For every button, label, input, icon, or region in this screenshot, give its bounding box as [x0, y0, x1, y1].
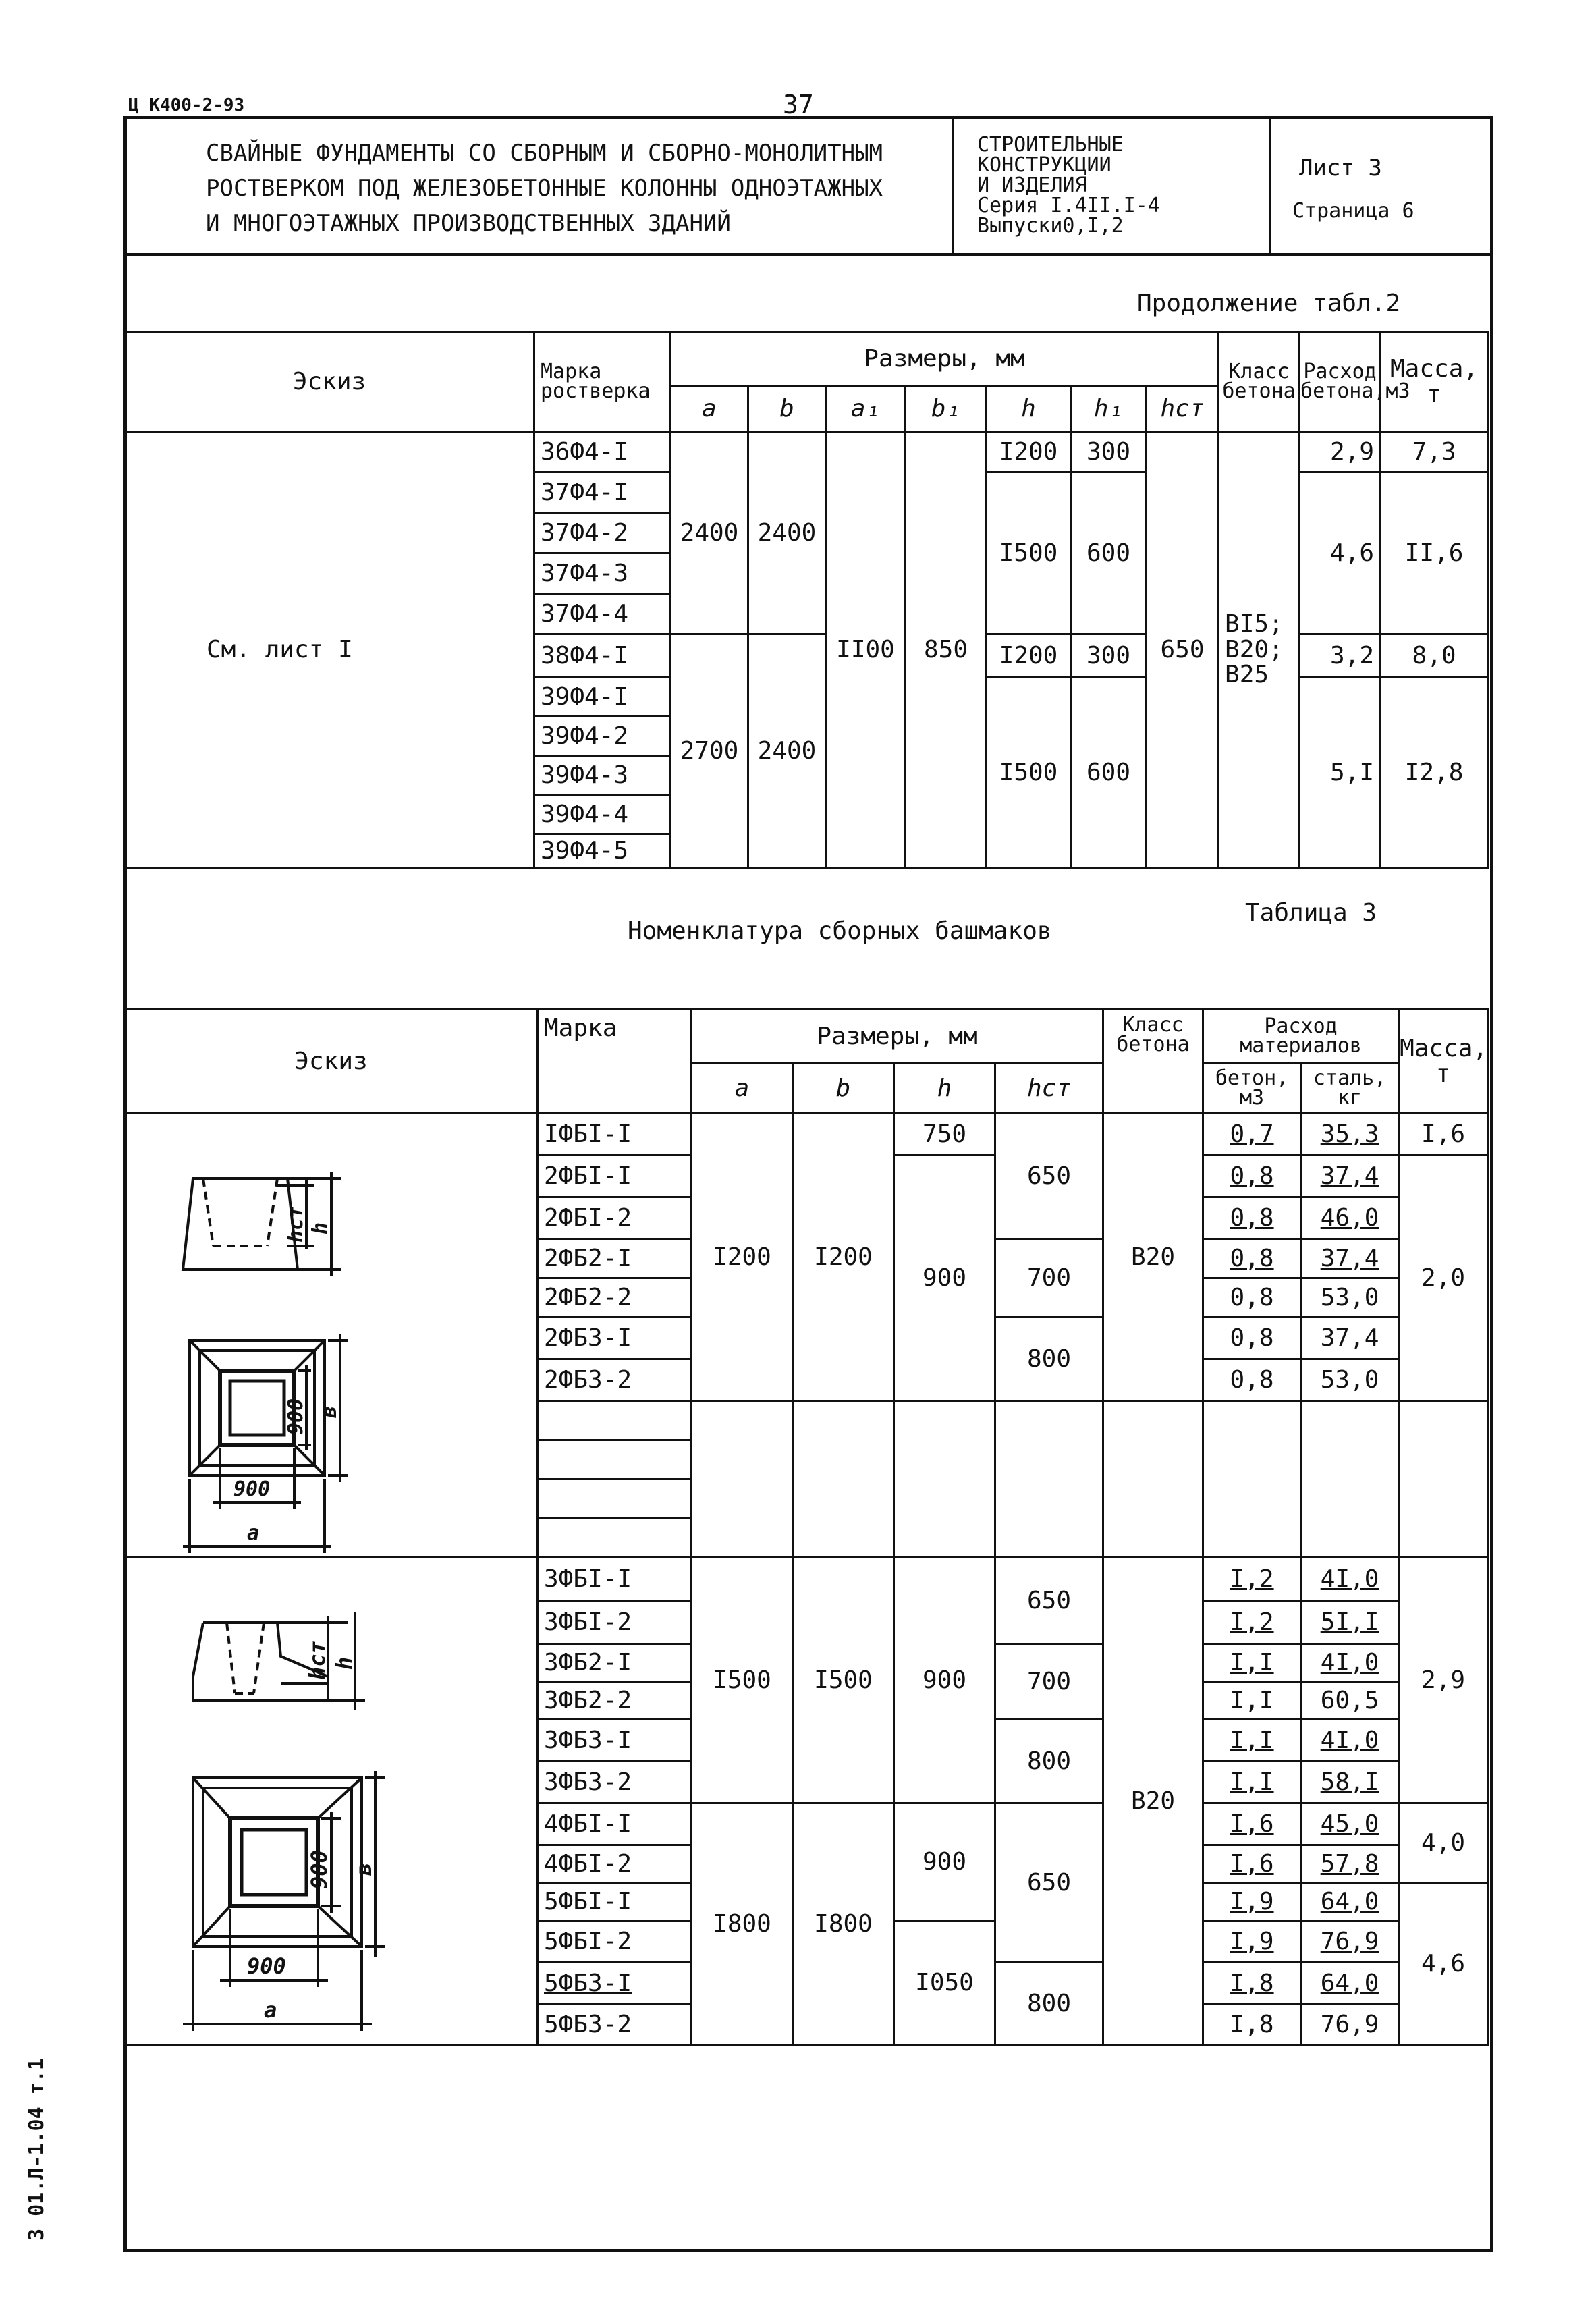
t2-mark: 39Ф4-4 — [534, 795, 671, 834]
t3-h: 900 — [894, 1803, 995, 1921]
t3-mark: 3ФБ3-I — [538, 1720, 692, 1762]
t2-mark: 37Ф4-I — [534, 472, 671, 513]
t2-hst: 650 — [1147, 432, 1219, 868]
t3-steel-value: 4I,0 — [1320, 1726, 1379, 1754]
t2-header-b: b — [748, 386, 826, 432]
t2-a: 2400 — [671, 432, 748, 634]
t3-steel-value: 4I,0 — [1320, 1648, 1379, 1677]
table3 — [123, 1008, 1489, 2046]
t2-consumption: 5,I — [1300, 678, 1381, 868]
t2-a1: II00 — [826, 432, 906, 868]
t3-empty-cell — [1399, 1401, 1488, 1558]
t3-hst: 650 — [995, 1803, 1103, 1963]
t3-empty-cell — [1103, 1401, 1203, 1558]
t2-mark: 37Ф4-2 — [534, 513, 671, 553]
t3-steel-value: 76,9 — [1320, 1927, 1379, 1955]
t3-concrete — [1203, 1762, 1301, 1803]
t2-header-a: a — [671, 386, 748, 432]
t2-mark: 39Ф4-I — [534, 678, 671, 717]
t2-mass: 8,0 — [1381, 634, 1488, 678]
t3-hst: 800 — [995, 1963, 1103, 2045]
t3-concrete — [1203, 1803, 1301, 1845]
t2-class: BI5; B20; B25 — [1219, 432, 1300, 868]
title-block-divider-2 — [1269, 116, 1271, 254]
t3-steel — [1301, 1803, 1399, 1845]
t3-steel: 37,4 — [1301, 1317, 1399, 1359]
t2-consumption: 3,2 — [1300, 634, 1381, 678]
t3-concrete — [1203, 1558, 1301, 1601]
t3-concrete: 0,8 — [1203, 1317, 1301, 1359]
doc-code: Ц К400-2-93 — [128, 95, 245, 115]
t2-mark: 37Ф4-4 — [534, 594, 671, 634]
t3-concrete-value: 0,8 — [1230, 1162, 1274, 1190]
t3-mark: 3ФБ2-2 — [538, 1682, 692, 1720]
t3-empty-cell — [538, 1401, 692, 1440]
t3-empty-cell — [538, 1440, 692, 1479]
t3-mark: 4ФБI-I — [538, 1803, 692, 1845]
t3-class: B20 — [1103, 1114, 1203, 1401]
sketch-label-inner-x: 900 — [233, 1477, 271, 1501]
series-line: Выпуски0,I,2 — [977, 214, 1124, 238]
t3-hst: 700 — [995, 1644, 1103, 1720]
t3-steel-value: 37,4 — [1320, 1244, 1379, 1272]
t3-mark: 2ФБ2-2 — [538, 1278, 692, 1317]
t3-steel — [1301, 1155, 1399, 1197]
t3-steel-value: 57,8 — [1320, 1849, 1379, 1878]
t3-mark: 3ФБI-I — [538, 1558, 692, 1601]
t3-header-steel: сталь, кг — [1301, 1064, 1399, 1114]
t2-b1: 850 — [906, 432, 987, 868]
series-line: Серия I.4II.I-4 — [977, 194, 1160, 217]
t3-class: B20 — [1103, 1558, 1203, 2045]
t2-header-mark: Марка ростверка — [534, 332, 671, 432]
series-line: КОНСТРУКЦИИ — [977, 153, 1111, 177]
table3-title: Номенклатура сборных башмаков — [628, 917, 1052, 945]
t2-mark: 39Ф4-5 — [534, 834, 671, 868]
t3-steel-value: 45,0 — [1320, 1809, 1379, 1838]
t3-sketch-group1 — [125, 1114, 538, 1558]
t3-a: I200 — [692, 1114, 793, 1401]
t3-concrete-value: 0,7 — [1230, 1120, 1274, 1148]
t3-concrete-value: I,9 — [1230, 1887, 1274, 1915]
t3-concrete — [1203, 1644, 1301, 1682]
sketch-label-inner-x: 900 — [247, 1953, 286, 1979]
sketch-label-b: в — [351, 1862, 377, 1876]
t2-h: I500 — [987, 678, 1071, 868]
t3-hst: 700 — [995, 1239, 1103, 1317]
t3-concrete: 0,8 — [1203, 1278, 1301, 1317]
t3-concrete — [1203, 1197, 1301, 1239]
t3-steel: 53,0 — [1301, 1359, 1399, 1401]
t3-h: I050 — [894, 1921, 995, 2045]
t3-header-materials: Расход материалов — [1203, 1010, 1399, 1064]
t2-header-consumption: Расход бетона,м3 — [1300, 332, 1381, 432]
t3-concrete — [1203, 1921, 1301, 1963]
t2-header-class: Класс бетона — [1219, 332, 1300, 432]
t2-mark: 38Ф4-I — [534, 634, 671, 678]
t2-b: 2400 — [748, 634, 826, 868]
t3-concrete — [1203, 1845, 1301, 1883]
t3-header-a: a — [692, 1064, 793, 1114]
title-block-bottom — [123, 253, 1490, 256]
t3-steel-value: 4I,0 — [1320, 1564, 1379, 1593]
t3-empty-cell — [793, 1401, 894, 1558]
t3-mass: 2,9 — [1399, 1558, 1488, 1803]
t3-concrete-value: I,I — [1230, 1726, 1274, 1754]
t2-h1: 600 — [1071, 472, 1147, 634]
t3-concrete — [1203, 1963, 1301, 2005]
sketch-label-inner: 900 — [306, 1850, 332, 1889]
t2-b: 2400 — [748, 432, 826, 634]
t3-hst: 800 — [995, 1720, 1103, 1803]
t3-empty-cell — [894, 1401, 995, 1558]
t3-hst: 800 — [995, 1317, 1103, 1401]
t3-steel: 76,9 — [1301, 2005, 1399, 2045]
t3-hst: 650 — [995, 1558, 1103, 1644]
title-line: СВАЙНЫЕ ФУНДАМЕНТЫ СО СБОРНЫМ И СБОРНО-МОНОЛИТНЫМ — [206, 140, 883, 167]
t3-concrete-value: I,2 — [1230, 1564, 1274, 1593]
t3-steel — [1301, 1197, 1399, 1239]
t3-steel-value: 58,I — [1320, 1768, 1379, 1796]
title-line: РОСТВЕРКОМ ПОД ЖЕЛЕЗОБЕТОННЫЕ КОЛОННЫ ОДНОЭТАЖНЫХ — [206, 175, 883, 202]
t2-a: 2700 — [671, 634, 748, 868]
t3-steel-value: 64,0 — [1320, 1887, 1379, 1915]
t3-concrete: 0,8 — [1203, 1359, 1301, 1401]
t3-mark: 3ФБ2-I — [538, 1644, 692, 1682]
t3-empty-cell — [1203, 1401, 1301, 1558]
t3-concrete: I,8 — [1203, 2005, 1301, 2045]
t3-mass: 4,6 — [1399, 1883, 1488, 2045]
t3-mark: 4ФБI-2 — [538, 1845, 692, 1883]
t3-mark: 2ФБI-I — [538, 1155, 692, 1197]
t3-concrete-value: 0,8 — [1230, 1244, 1274, 1272]
t2-h1: 300 — [1071, 432, 1147, 472]
sketch-label-h: h — [308, 1222, 332, 1234]
t3-empty-cell — [538, 1479, 692, 1519]
t2-h: I200 — [987, 634, 1071, 678]
series-line: И ИЗДЕЛИЯ — [977, 173, 1087, 197]
t3-empty-cell — [692, 1401, 793, 1558]
t2-header-hst: hст — [1147, 386, 1219, 432]
t3-steel — [1301, 1762, 1399, 1803]
t3-mark: 5ФБI-2 — [538, 1921, 692, 1963]
series-line: СТРОИТЕЛЬНЫЕ — [977, 133, 1124, 157]
t3-concrete — [1203, 1155, 1301, 1197]
t3-hst: 650 — [995, 1114, 1103, 1239]
t3-steel-value: 64,0 — [1320, 1969, 1379, 1997]
t3-h: 900 — [894, 1155, 995, 1401]
t3-mark: 3ФБ3-2 — [538, 1762, 692, 1803]
t3-steel — [1301, 1845, 1399, 1883]
t3-b: I500 — [793, 1558, 894, 1803]
t3-mark: IФБI-I — [538, 1114, 692, 1155]
table2 — [123, 331, 1489, 869]
sketch-label-b: в — [318, 1405, 341, 1418]
t2-mark: 39Ф4-3 — [534, 756, 671, 795]
t3-mark — [538, 1963, 692, 2005]
t2-header-mass: Масса, т — [1381, 332, 1488, 432]
t3-empty-cell — [1301, 1401, 1399, 1558]
t2-mark: 37Ф4-3 — [534, 553, 671, 594]
t3-mark: 5ФБ3-2 — [538, 2005, 692, 2045]
t3-concrete-value: I,6 — [1230, 1809, 1274, 1838]
sketch-label-hst: hст — [284, 1205, 308, 1243]
t3-empty-cell — [538, 1519, 692, 1558]
t3-mark: 2ФБ3-I — [538, 1317, 692, 1359]
sketch-label-a: a — [264, 1997, 277, 2023]
t3-concrete — [1203, 1883, 1301, 1921]
t3-h: 900 — [894, 1558, 995, 1803]
t3-a: I500 — [692, 1558, 793, 1803]
t3-mark: 2ФБI-2 — [538, 1197, 692, 1239]
title-line: И МНОГОЭТАЖНЫХ ПРОИЗВОДСТВЕННЫХ ЗДАНИЙ — [206, 210, 731, 237]
t3-steel: 60,5 — [1301, 1682, 1399, 1720]
t3-concrete-value: I,2 — [1230, 1608, 1274, 1636]
t2-consumption: 4,6 — [1300, 472, 1381, 634]
t3-header-concrete: бетон, м3 — [1203, 1064, 1301, 1114]
t3-mark: 5ФБI-I — [538, 1883, 692, 1921]
t2-header-dims: Размеры, мм — [671, 332, 1219, 386]
t2-header-a1: a₁ — [826, 386, 906, 432]
table3-caption: Таблица 3 — [1245, 899, 1377, 927]
sheet-number: Лист 3 — [1299, 155, 1382, 182]
t3-header-hst: hст — [995, 1064, 1103, 1114]
t3-empty-cell — [995, 1401, 1103, 1558]
t2-header-sketch: Эскиз — [125, 332, 534, 432]
t2-mass: II,6 — [1381, 472, 1488, 634]
t3-mark: 3ФБI-2 — [538, 1601, 692, 1644]
t3-b: I800 — [793, 1803, 894, 2045]
t2-mark: 36Ф4-I — [534, 432, 671, 472]
t2-h: I500 — [987, 472, 1071, 634]
t3-header-class: Класс бетона — [1103, 1010, 1203, 1114]
t3-mark-value: 5ФБ3-I — [544, 1969, 632, 1997]
t3-concrete-value: I,6 — [1230, 1849, 1274, 1878]
t3-header-mass: Масса, т — [1399, 1010, 1488, 1114]
t3-header-sketch: Эскиз — [125, 1010, 538, 1114]
t3-mark: 2ФБ3-2 — [538, 1359, 692, 1401]
t3-steel — [1301, 1921, 1399, 1963]
t3-concrete — [1203, 1239, 1301, 1278]
t3-steel — [1301, 1558, 1399, 1601]
t3-concrete-value: I,8 — [1230, 1969, 1274, 1997]
t3-steel-value: 5I,I — [1320, 1608, 1379, 1636]
t3-b: I200 — [793, 1114, 894, 1401]
side-stamp: 3 01.Л-1.04 т.1 — [25, 2058, 49, 2241]
t3-header-b: b — [793, 1064, 894, 1114]
t2-mass: I2,8 — [1381, 678, 1488, 868]
t2-h: I200 — [987, 432, 1071, 472]
title-block-divider-1 — [952, 116, 954, 254]
t3-steel-value: 46,0 — [1320, 1203, 1379, 1232]
t3-sketch-group2 — [125, 1558, 538, 2045]
page-number: 37 — [783, 90, 814, 119]
sketch-label-h: h — [331, 1656, 357, 1670]
t3-concrete — [1203, 1720, 1301, 1762]
t3-mass: 2,0 — [1399, 1155, 1488, 1401]
t2-header-h: h — [987, 386, 1071, 432]
page-label: Страница 6 — [1292, 199, 1414, 223]
t2-h1: 600 — [1071, 678, 1147, 868]
shoe-sketch-large-icon — [126, 1558, 530, 2071]
t2-sketch-ref: См. лист I — [125, 432, 534, 868]
t3-header-dims: Размеры, мм — [692, 1010, 1103, 1064]
t3-steel — [1301, 1601, 1399, 1644]
t3-mass: I,6 — [1399, 1114, 1488, 1155]
t2-header-b1: b₁ — [906, 386, 987, 432]
sketch-label-a: a — [247, 1521, 260, 1545]
t3-mark: 2ФБ2-I — [538, 1239, 692, 1278]
t3-steel — [1301, 1644, 1399, 1682]
t3-a: I800 — [692, 1803, 793, 2045]
t3-steel-value: 35,3 — [1320, 1120, 1379, 1148]
table2-caption: Продолжение табл.2 — [1137, 290, 1401, 317]
t3-steel — [1301, 1720, 1399, 1762]
sketch-label-inner: 900 — [284, 1398, 308, 1435]
t3-mass: 4,0 — [1399, 1803, 1488, 1883]
t3-concrete: I,I — [1203, 1682, 1301, 1720]
t3-concrete-value: 0,8 — [1230, 1203, 1274, 1232]
t3-concrete — [1203, 1601, 1301, 1644]
t3-steel — [1301, 1883, 1399, 1921]
t3-h: 750 — [894, 1114, 995, 1155]
t3-header-mark: Марка — [538, 1010, 692, 1114]
t2-mark: 39Ф4-2 — [534, 717, 671, 756]
shoe-sketch-small-icon — [126, 1114, 530, 1560]
t2-mass: 7,3 — [1381, 432, 1488, 472]
t2-header-h1: h₁ — [1071, 386, 1147, 432]
t3-steel: 53,0 — [1301, 1278, 1399, 1317]
t3-concrete — [1203, 1114, 1301, 1155]
t3-steel — [1301, 1114, 1399, 1155]
t3-concrete-value: I,I — [1230, 1648, 1274, 1677]
t3-concrete-value: I,9 — [1230, 1927, 1274, 1955]
sketch-label-hst: hст — [304, 1641, 330, 1680]
t2-h1: 300 — [1071, 634, 1147, 678]
t3-steel-value: 37,4 — [1320, 1162, 1379, 1190]
t3-steel — [1301, 1239, 1399, 1278]
t3-steel — [1301, 1963, 1399, 2005]
t2-consumption: 2,9 — [1300, 432, 1381, 472]
t3-header-h: h — [894, 1064, 995, 1114]
t3-concrete-value: I,I — [1230, 1768, 1274, 1796]
